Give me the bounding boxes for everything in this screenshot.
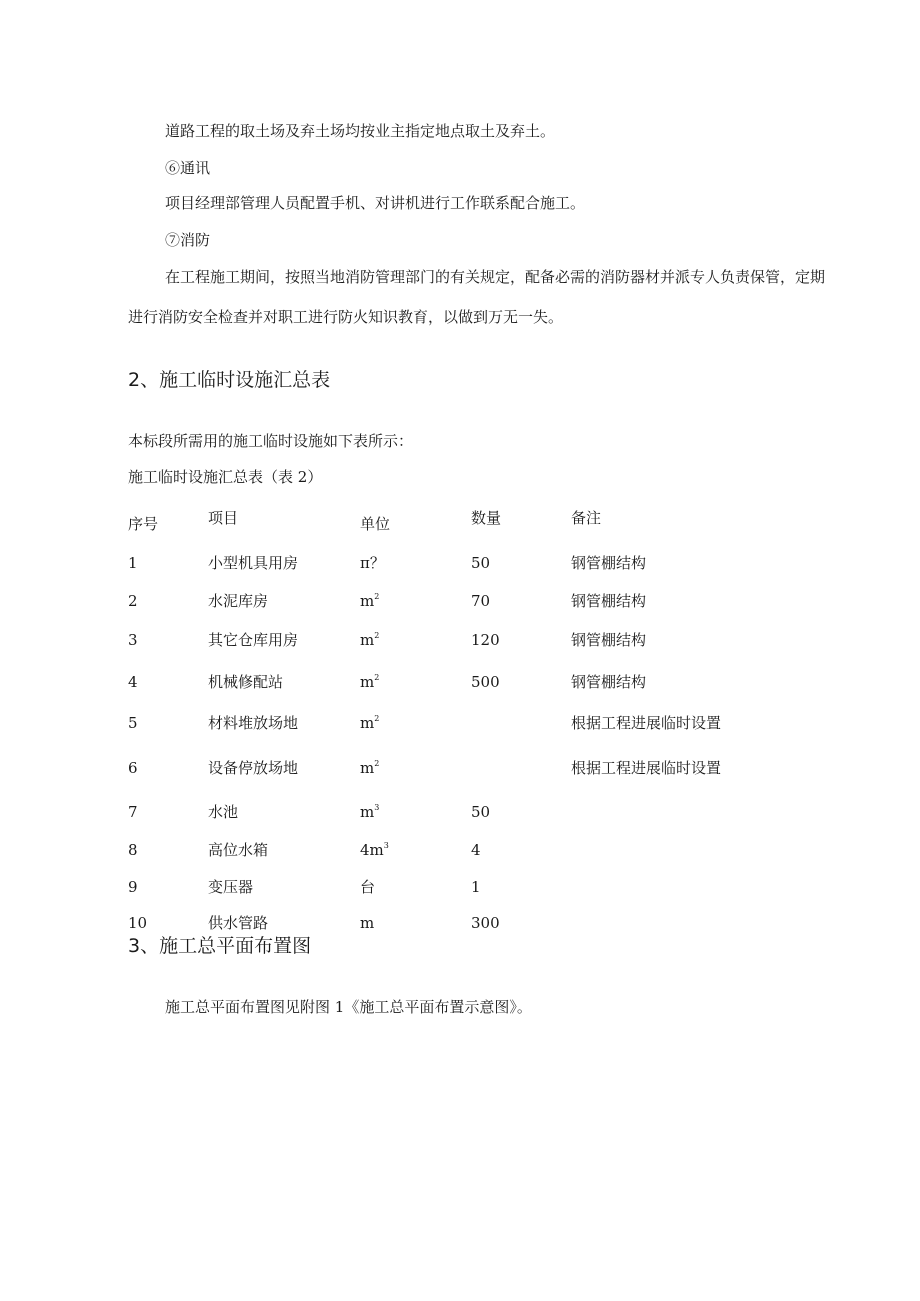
row-item: 水泥库房 <box>208 592 269 610</box>
section2-intro: 本标段所需用的施工临时设施如下表所示： <box>128 432 414 450</box>
header-no: 序号 <box>128 515 159 533</box>
row-unit: $4m^3$ <box>360 841 389 859</box>
row-qty: 300 <box>471 914 500 932</box>
row-unit: $m^2$ <box>360 673 380 691</box>
row-qty: 50 <box>471 554 491 572</box>
row-qty: 500 <box>471 673 500 691</box>
section3-body: 施工总平面布置图见附图 1《施工总平面布置示意图》。 <box>165 998 532 1016</box>
row-unit: m <box>360 914 375 932</box>
row-no: 10 <box>128 914 148 932</box>
row-note: 钢管棚结构 <box>571 673 647 691</box>
subheading-communication: ⑥通讯 <box>165 159 211 177</box>
row-item: 供水管路 <box>208 914 269 932</box>
row-unit: $m^2$ <box>360 592 380 610</box>
row-unit: $m^3$ <box>360 803 380 821</box>
row-no: 5 <box>128 714 138 732</box>
row-qty: 4 <box>471 841 481 859</box>
row-no: 7 <box>128 803 138 821</box>
row-note: 根据工程进展临时设置 <box>571 759 722 777</box>
row-qty: 50 <box>471 803 491 821</box>
section3-heading: 3、施工总平面布置图 <box>128 935 312 957</box>
row-item: 变压器 <box>208 878 254 896</box>
row-no: 3 <box>128 631 138 649</box>
row-unit: 台 <box>360 878 376 896</box>
row-unit: π？ <box>360 554 385 572</box>
header-unit: 单位 <box>360 515 391 533</box>
row-qty: 70 <box>471 592 491 610</box>
row-item: 小型机具用房 <box>208 554 299 572</box>
row-no: 2 <box>128 592 138 610</box>
row-qty: 120 <box>471 631 500 649</box>
table-caption: 施工临时设施汇总表（表 2） <box>128 468 323 486</box>
subheading-fire-protection: ⑦消防 <box>165 231 211 249</box>
row-no: 9 <box>128 878 138 896</box>
row-item: 其它仓库用房 <box>208 631 299 649</box>
row-no: 6 <box>128 759 138 777</box>
row-note: 钢管棚结构 <box>571 592 647 610</box>
section2-heading: 2、施工临时设施汇总表 <box>128 369 331 391</box>
header-note: 备注 <box>571 509 602 527</box>
row-unit: $m^2$ <box>360 631 380 649</box>
row-no: 1 <box>128 554 138 572</box>
paragraph-earthwork: 道路工程的取土场及弃土场均按业主指定地点取土及弃土。 <box>165 122 556 140</box>
header-item: 项目 <box>208 509 239 527</box>
row-qty: 1 <box>471 878 481 896</box>
row-no: 8 <box>128 841 138 859</box>
row-item: 高位水箱 <box>208 841 269 859</box>
row-unit: $m^2$ <box>360 714 380 732</box>
row-item: 水池 <box>208 803 239 821</box>
paragraph-communication: 项目经理部管理人员配置手机、对讲机进行工作联系配合施工。 <box>165 194 586 212</box>
header-qty: 数量 <box>471 509 502 527</box>
row-item: 机械修配站 <box>208 673 284 691</box>
row-no: 4 <box>128 673 138 691</box>
paragraph-fire-protection: 在工程施工期间，按照当地消防管理部门的有关规定，配备必需的消防器材并派专人负责保管，定期进行消防安全检查并对职工进行防火知识教育，以做到万无一失。 <box>128 268 826 326</box>
row-unit: $m^2$ <box>360 759 380 777</box>
row-note: 钢管棚结构 <box>571 554 647 572</box>
row-note: 根据工程进展临时设置 <box>571 714 722 732</box>
row-item: 材料堆放场地 <box>208 714 299 732</box>
row-note: 钢管棚结构 <box>571 631 647 649</box>
row-item: 设备停放场地 <box>208 759 299 777</box>
